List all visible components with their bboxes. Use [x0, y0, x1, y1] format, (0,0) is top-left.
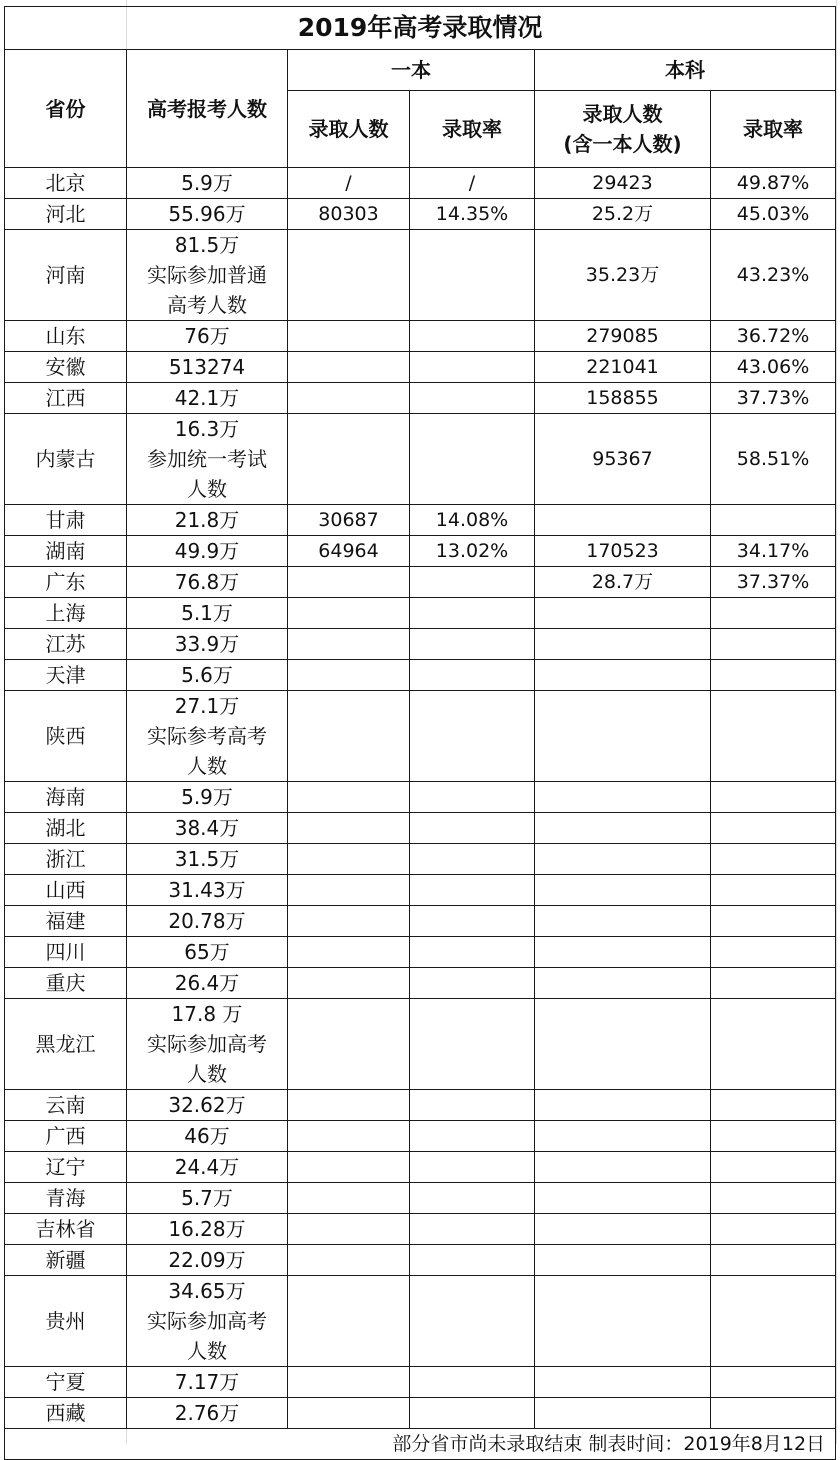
- cell-tier1-admitted: [288, 1183, 410, 1214]
- cell-province: 海南: [5, 782, 127, 813]
- table-row: [5, 536, 836, 567]
- cell-tier1-rate: [410, 1276, 535, 1367]
- cell-tier1-admitted: [288, 567, 410, 598]
- cell-applicants: [127, 230, 288, 321]
- cell-tier1-admitted: [288, 937, 410, 968]
- cell-applicants-line: 32.62万: [168, 1093, 246, 1117]
- cell-tier1-admitted: [288, 1214, 410, 1245]
- cell-tier1-admitted: 30687: [288, 505, 410, 536]
- cell-tier1-rate: 14.35%: [410, 199, 535, 230]
- cell-tier1-rate: [410, 844, 535, 875]
- header-bachelor: 本科: [535, 50, 836, 91]
- cell-applicants: [127, 1398, 288, 1429]
- cell-applicants: [127, 844, 288, 875]
- cell-province: 重庆: [5, 968, 127, 999]
- header-province: 省份: [5, 50, 127, 168]
- header-bachelor-admitted: [535, 91, 711, 168]
- cell-bachelor-rate: [711, 598, 836, 629]
- cell-bachelor-admitted: 221041: [535, 352, 711, 383]
- cell-province: 安徽: [5, 352, 127, 383]
- cell-applicants-line: 65万: [184, 940, 230, 964]
- cell-province: 北京: [5, 168, 127, 199]
- cell-applicants-line: 513274: [168, 355, 246, 379]
- cell-bachelor-admitted: [535, 660, 711, 691]
- header-tier1-admitted: 录取人数: [288, 91, 410, 168]
- cell-province: 西藏: [5, 1398, 127, 1429]
- table-row: [5, 1152, 836, 1183]
- cell-province: 江西: [5, 383, 127, 414]
- table-row: [5, 1214, 836, 1245]
- cell-applicants-line: 7.17万: [174, 1370, 240, 1394]
- cell-tier1-rate: [410, 875, 535, 906]
- cell-bachelor-admitted: [535, 1398, 711, 1429]
- cell-applicants: [127, 1214, 288, 1245]
- table-row: [5, 660, 836, 691]
- cell-applicants: [127, 414, 288, 505]
- cell-tier1-admitted: 80303: [288, 199, 410, 230]
- cell-tier1-admitted: [288, 414, 410, 505]
- cell-applicants-line: 38.4万: [174, 816, 240, 840]
- cell-province: 陕西: [5, 691, 127, 782]
- cell-applicants-line: 42.1万: [174, 386, 240, 410]
- cell-tier1-admitted: [288, 352, 410, 383]
- cell-tier1-rate: 14.08%: [410, 505, 535, 536]
- cell-bachelor-admitted: [535, 1183, 711, 1214]
- cell-applicants-line: 人数: [187, 477, 227, 501]
- cell-bachelor-admitted: [535, 1367, 711, 1398]
- cell-bachelor-admitted: [535, 505, 711, 536]
- cell-tier1-rate: [410, 813, 535, 844]
- cell-bachelor-rate: 58.51%: [711, 414, 836, 505]
- header-tier1-rate: 录取率: [410, 91, 535, 168]
- cell-province: 黑龙江: [5, 999, 127, 1090]
- cell-bachelor-rate: [711, 629, 836, 660]
- cell-applicants: [127, 199, 288, 230]
- table-row: [5, 844, 836, 875]
- cell-applicants-line: 76万: [184, 324, 230, 348]
- cell-applicants-line: 5.1万: [181, 601, 233, 625]
- cell-bachelor-rate: [711, 1090, 836, 1121]
- cell-applicants-line: 31.5万: [174, 847, 240, 871]
- table-row: [5, 414, 836, 505]
- cell-bachelor-rate: 43.23%: [711, 230, 836, 321]
- cell-bachelor-admitted: 35.23万: [535, 230, 711, 321]
- table-row: [5, 1183, 836, 1214]
- cell-bachelor-admitted: [535, 1276, 711, 1367]
- cell-bachelor-rate: [711, 782, 836, 813]
- cell-bachelor-admitted: [535, 1152, 711, 1183]
- table-row: [5, 906, 836, 937]
- cell-province: 福建: [5, 906, 127, 937]
- cell-bachelor-admitted: [535, 1121, 711, 1152]
- cell-province: 山西: [5, 875, 127, 906]
- table-row: [5, 321, 836, 352]
- cell-applicants: [127, 1276, 288, 1367]
- cell-tier1-rate: [410, 321, 535, 352]
- cell-applicants-line: 17.8 万: [171, 1002, 243, 1026]
- cell-bachelor-rate: [711, 1152, 836, 1183]
- cell-tier1-rate: [410, 999, 535, 1090]
- cell-applicants: [127, 505, 288, 536]
- cell-tier1-admitted: [288, 1398, 410, 1429]
- cell-applicants: [127, 937, 288, 968]
- cell-applicants-line: 16.28万: [168, 1217, 246, 1241]
- cell-applicants-line: 55.96万: [168, 202, 246, 226]
- cell-applicants-line: 实际参考高考: [147, 724, 267, 748]
- cell-bachelor-rate: 49.87%: [711, 168, 836, 199]
- cell-tier1-rate: [410, 383, 535, 414]
- cell-bachelor-rate: [711, 875, 836, 906]
- cell-applicants: [127, 168, 288, 199]
- cell-applicants-line: 高考人数: [167, 293, 247, 317]
- cell-tier1-rate: [410, 1214, 535, 1245]
- cell-applicants: [127, 813, 288, 844]
- cell-tier1-rate: [410, 1121, 535, 1152]
- cell-applicants-line: 33.9万: [174, 632, 240, 656]
- cell-applicants: [127, 629, 288, 660]
- cell-applicants-line: 实际参加高考: [147, 1309, 267, 1333]
- cell-applicants-line: 5.9万: [181, 171, 233, 195]
- cell-applicants-line: 参加统一考试: [147, 447, 267, 471]
- cell-applicants-line: 人数: [187, 754, 227, 778]
- cell-tier1-rate: [410, 906, 535, 937]
- cell-tier1-rate: [410, 1090, 535, 1121]
- cell-bachelor-admitted: 95367: [535, 414, 711, 505]
- table-row: [5, 230, 836, 321]
- table-row: [5, 567, 836, 598]
- cell-applicants-line: 21.8万: [174, 508, 240, 532]
- cell-applicants: [127, 321, 288, 352]
- cell-applicants: [127, 1152, 288, 1183]
- cell-applicants-line: 2.76万: [174, 1401, 240, 1425]
- table-row: [5, 1121, 836, 1152]
- cell-bachelor-rate: [711, 1183, 836, 1214]
- table-row: [5, 1398, 836, 1429]
- cell-bachelor-rate: [711, 1367, 836, 1398]
- table-title: 2019年高考录取情况: [5, 7, 836, 50]
- cell-province: 甘肃: [5, 505, 127, 536]
- cell-bachelor-admitted: [535, 1245, 711, 1276]
- cell-province: 河北: [5, 199, 127, 230]
- cell-bachelor-rate: 43.06%: [711, 352, 836, 383]
- cell-tier1-rate: [410, 968, 535, 999]
- table-row: [5, 1276, 836, 1367]
- cell-province: 新疆: [5, 1245, 127, 1276]
- cell-tier1-rate: [410, 1398, 535, 1429]
- cell-bachelor-rate: 34.17%: [711, 536, 836, 567]
- cell-province: 青海: [5, 1183, 127, 1214]
- cell-bachelor-rate: [711, 1276, 836, 1367]
- cell-bachelor-rate: [711, 691, 836, 782]
- cell-applicants: [127, 1245, 288, 1276]
- table-row: [5, 1245, 836, 1276]
- cell-bachelor-rate: 45.03%: [711, 199, 836, 230]
- header-bachelor-admitted-line2: (含一本人数): [563, 132, 682, 156]
- table-row: [5, 1090, 836, 1121]
- cell-applicants: [127, 691, 288, 782]
- cell-tier1-admitted: [288, 1276, 410, 1367]
- table-row: [5, 168, 836, 199]
- cell-bachelor-rate: [711, 844, 836, 875]
- cell-bachelor-rate: [711, 1214, 836, 1245]
- cell-bachelor-rate: [711, 937, 836, 968]
- cell-bachelor-admitted: 158855: [535, 383, 711, 414]
- cell-applicants-line: 27.1万: [174, 694, 240, 718]
- cell-tier1-admitted: [288, 906, 410, 937]
- cell-province: 宁夏: [5, 1367, 127, 1398]
- cell-applicants-line: 5.9万: [181, 785, 233, 809]
- table-row: [5, 937, 836, 968]
- cell-tier1-admitted: /: [288, 168, 410, 199]
- cell-bachelor-rate: 37.37%: [711, 567, 836, 598]
- cell-applicants-line: 16.3万: [174, 417, 240, 441]
- cell-applicants: [127, 1121, 288, 1152]
- cell-bachelor-admitted: [535, 782, 711, 813]
- cell-applicants-line: 人数: [187, 1339, 227, 1363]
- cell-bachelor-rate: [711, 968, 836, 999]
- cell-province: 湖北: [5, 813, 127, 844]
- cell-bachelor-rate: [711, 1121, 836, 1152]
- cell-province: 四川: [5, 937, 127, 968]
- cell-bachelor-admitted: [535, 937, 711, 968]
- table-row: [5, 598, 836, 629]
- cell-tier1-rate: [410, 1152, 535, 1183]
- cell-tier1-admitted: [288, 321, 410, 352]
- cell-bachelor-rate: [711, 505, 836, 536]
- cell-province: 吉林省: [5, 1214, 127, 1245]
- admission-table: [4, 6, 836, 1460]
- cell-tier1-rate: [410, 352, 535, 383]
- cell-bachelor-admitted: 25.2万: [535, 199, 711, 230]
- cell-bachelor-rate: [711, 660, 836, 691]
- cell-province: 广东: [5, 567, 127, 598]
- table-row: [5, 691, 836, 782]
- cell-applicants: [127, 660, 288, 691]
- cell-province: 上海: [5, 598, 127, 629]
- cell-tier1-rate: [410, 660, 535, 691]
- cell-province: 湖南: [5, 536, 127, 567]
- cell-bachelor-admitted: [535, 1214, 711, 1245]
- cell-applicants: [127, 567, 288, 598]
- cell-applicants-line: 实际参加高考: [147, 1032, 267, 1056]
- cell-bachelor-rate: [711, 1398, 836, 1429]
- cell-applicants: [127, 352, 288, 383]
- cell-applicants-line: 实际参加普通: [147, 263, 267, 287]
- cell-tier1-admitted: [288, 875, 410, 906]
- cell-applicants-line: 22.09万: [168, 1248, 246, 1272]
- cell-bachelor-rate: [711, 999, 836, 1090]
- cell-applicants-line: 20.78万: [168, 909, 246, 933]
- cell-applicants: [127, 1367, 288, 1398]
- cell-bachelor-admitted: [535, 629, 711, 660]
- cell-tier1-admitted: [288, 968, 410, 999]
- cell-tier1-rate: [410, 230, 535, 321]
- cell-applicants: [127, 1090, 288, 1121]
- cell-bachelor-admitted: [535, 844, 711, 875]
- cell-applicants: [127, 598, 288, 629]
- cell-bachelor-admitted: [535, 1090, 711, 1121]
- header-bachelor-admitted-line1: 录取人数: [582, 102, 663, 126]
- cell-tier1-rate: [410, 1183, 535, 1214]
- table-row: [5, 968, 836, 999]
- cell-tier1-admitted: [288, 1121, 410, 1152]
- cell-applicants-line: 24.4万: [174, 1155, 240, 1179]
- cell-tier1-admitted: [288, 598, 410, 629]
- cell-tier1-rate: [410, 629, 535, 660]
- cell-bachelor-admitted: 28.7万: [535, 567, 711, 598]
- cell-province: 河南: [5, 230, 127, 321]
- cell-applicants-line: 5.7万: [181, 1186, 233, 1210]
- header-applicants: 高考报考人数: [127, 50, 288, 168]
- cell-bachelor-admitted: 279085: [535, 321, 711, 352]
- cell-applicants: [127, 999, 288, 1090]
- cell-bachelor-admitted: [535, 875, 711, 906]
- cell-province: 江苏: [5, 629, 127, 660]
- cell-tier1-admitted: [288, 999, 410, 1090]
- cell-bachelor-rate: [711, 906, 836, 937]
- cell-province: 山东: [5, 321, 127, 352]
- cell-applicants: [127, 383, 288, 414]
- cell-bachelor-admitted: 29423: [535, 168, 711, 199]
- cell-tier1-rate: [410, 782, 535, 813]
- cell-applicants: [127, 536, 288, 567]
- cell-bachelor-admitted: 170523: [535, 536, 711, 567]
- cell-bachelor-admitted: [535, 691, 711, 782]
- table-body: [5, 168, 836, 1429]
- cell-tier1-admitted: [288, 691, 410, 782]
- cell-applicants-line: 81.5万: [174, 233, 240, 257]
- cell-applicants-line: 49.9万: [174, 539, 240, 563]
- cell-tier1-admitted: [288, 1245, 410, 1276]
- table-row: [5, 199, 836, 230]
- table-row: [5, 999, 836, 1090]
- cell-tier1-admitted: [288, 660, 410, 691]
- cell-applicants-line: 26.4万: [174, 971, 240, 995]
- cell-tier1-rate: /: [410, 168, 535, 199]
- cell-applicants: [127, 875, 288, 906]
- table-row: [5, 383, 836, 414]
- table-row: [5, 782, 836, 813]
- cell-applicants-line: 5.6万: [181, 663, 233, 687]
- cell-applicants: [127, 968, 288, 999]
- cell-tier1-rate: [410, 598, 535, 629]
- cell-tier1-admitted: [288, 629, 410, 660]
- cell-applicants: [127, 906, 288, 937]
- table-row: [5, 505, 836, 536]
- cell-bachelor-rate: 37.73%: [711, 383, 836, 414]
- cell-applicants: [127, 782, 288, 813]
- cell-bachelor-rate: [711, 813, 836, 844]
- cell-tier1-admitted: [288, 1090, 410, 1121]
- cell-tier1-admitted: [288, 844, 410, 875]
- header-bachelor-rate: 录取率: [711, 91, 836, 168]
- cell-province: 浙江: [5, 844, 127, 875]
- cell-tier1-admitted: 64964: [288, 536, 410, 567]
- table-row: [5, 1367, 836, 1398]
- cell-bachelor-admitted: [535, 999, 711, 1090]
- cell-tier1-rate: [410, 1367, 535, 1398]
- cell-bachelor-admitted: [535, 968, 711, 999]
- cell-province: 广西: [5, 1121, 127, 1152]
- cell-tier1-admitted: [288, 383, 410, 414]
- cell-tier1-admitted: [288, 1152, 410, 1183]
- cell-tier1-rate: [410, 414, 535, 505]
- cell-applicants-line: 34.65万: [168, 1279, 246, 1303]
- cell-province: 内蒙古: [5, 414, 127, 505]
- cell-applicants-line: 人数: [187, 1062, 227, 1086]
- header-tier1: 一本: [288, 50, 535, 91]
- cell-bachelor-admitted: [535, 598, 711, 629]
- cell-tier1-rate: [410, 691, 535, 782]
- cell-bachelor-admitted: [535, 906, 711, 937]
- cell-tier1-rate: 13.02%: [410, 536, 535, 567]
- cell-tier1-rate: [410, 937, 535, 968]
- cell-tier1-rate: [410, 1245, 535, 1276]
- cell-applicants-line: 46万: [184, 1124, 230, 1148]
- cell-tier1-admitted: [288, 782, 410, 813]
- table-row: [5, 352, 836, 383]
- cell-province: 天津: [5, 660, 127, 691]
- table-row: [5, 813, 836, 844]
- table-row: [5, 875, 836, 906]
- cell-province: 云南: [5, 1090, 127, 1121]
- cell-applicants-line: 31.43万: [168, 878, 246, 902]
- cell-bachelor-admitted: [535, 813, 711, 844]
- cell-bachelor-rate: [711, 1245, 836, 1276]
- cell-tier1-admitted: [288, 230, 410, 321]
- cell-applicants: [127, 1183, 288, 1214]
- cell-tier1-admitted: [288, 1367, 410, 1398]
- cell-bachelor-rate: 36.72%: [711, 321, 836, 352]
- cell-province: 辽宁: [5, 1152, 127, 1183]
- cell-tier1-admitted: [288, 813, 410, 844]
- cell-applicants-line: 76.8万: [174, 570, 240, 594]
- cell-tier1-rate: [410, 567, 535, 598]
- table-row: [5, 629, 836, 660]
- cell-province: 贵州: [5, 1276, 127, 1367]
- table-footer-note: 部分省市尚未录取结束 制表时间：2019年8月12日: [5, 1429, 836, 1460]
